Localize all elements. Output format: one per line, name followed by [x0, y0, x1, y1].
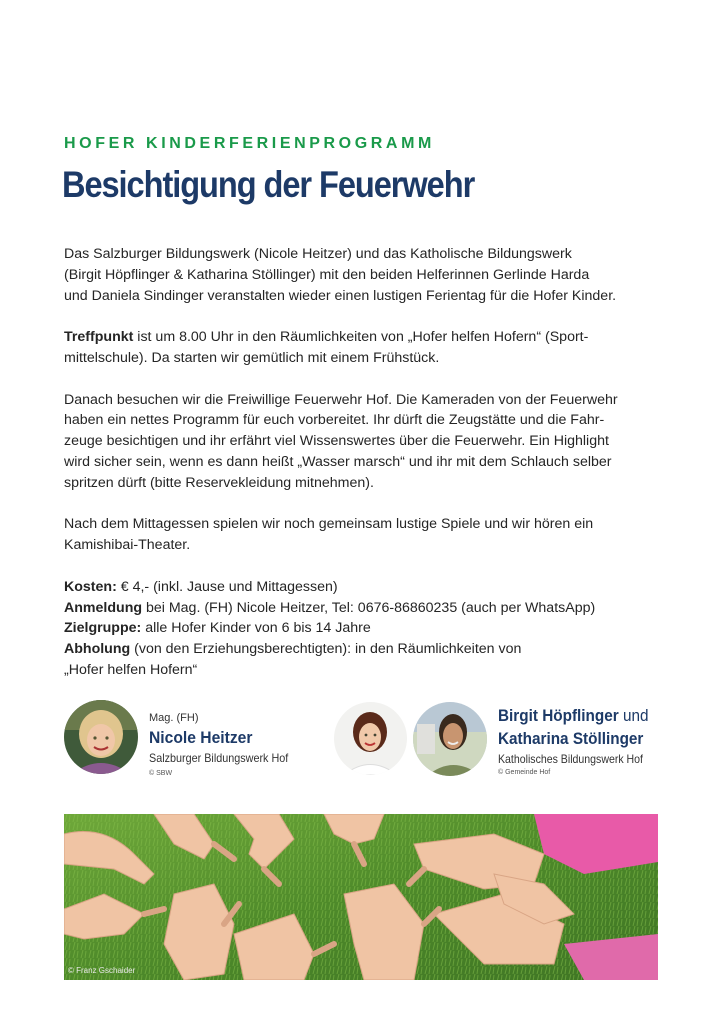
body-text: [64, 244, 664, 702]
registration-line: [64, 598, 664, 619]
cost-label: Kosten:: [64, 578, 117, 595]
contact-right-credit: © Gemeinde Hof: [498, 769, 551, 776]
visit-line: wird sicher sein, wenn es dann heißt „Wasser marsch“ und ihr mit dem Schlauch selber: [64, 453, 612, 470]
meeting-text: ist um 8.00 Uhr in den Räumlichkeiten von „Hofer helfen Hofern“ (Sport-: [133, 329, 589, 346]
avatar-birgit-hoepflinger: [334, 702, 407, 775]
contact-right-name1: Birgit Höpflinger: [498, 706, 619, 725]
contact-left-credit: © SBW: [149, 770, 173, 777]
meeting-line: mittelschule). Da starten wir gemütlich mit einem Frühstück.: [64, 349, 440, 366]
facts-block: [64, 577, 664, 681]
audience-label: Zielgruppe:: [64, 620, 142, 637]
cost-line: [64, 577, 664, 598]
pickup-label: Abholung: [64, 641, 131, 658]
pickup-value: (von den Erziehungsberechtigten): in den Räumlichkeiten von: [130, 641, 522, 658]
meeting-line: [64, 327, 664, 348]
visit-line: haben ein nettes Programm für euch vorbereitet. Ihr dürft die Zeugstätte und die Fahr-: [64, 412, 605, 429]
hands-on-grass-photo: [64, 814, 658, 980]
contact-right-connector: und: [618, 706, 649, 725]
visit-line: zeuge besichtigen und ihr erfährt viel Wissenswertes über die Feuerwehr. Ein Highlight: [64, 433, 609, 450]
pickup-line-2: „Hofer helfen Hofern“: [64, 661, 198, 678]
cost-value: € 4,- (inkl. Jause und Mittagessen): [116, 578, 338, 595]
registration-value: bei Mag. (FH) Nicole Heitzer, Tel: 0676-86860235 (auch per WhatsApp): [142, 599, 596, 616]
afternoon-paragraph: [64, 514, 664, 556]
meeting-paragraph: [64, 327, 664, 369]
photo-credit: © Franz Gschaider: [68, 966, 136, 975]
contact-left-prefix: Mag. (FH): [149, 712, 199, 724]
intro-paragraph: [64, 244, 664, 306]
contact-right-org: Katholisches Bildungswerk Hof: [498, 752, 643, 766]
afternoon-line: Nach dem Mittagessen spielen wir noch gemeinsam lustige Spiele und wir hören ein: [64, 516, 594, 533]
registration-label: Anmeldung: [64, 599, 143, 616]
afternoon-line: Kamishibai-Theater.: [64, 537, 191, 554]
contact-left-name: Nicole Heitzer: [149, 728, 253, 747]
meeting-label: Treffpunkt: [64, 329, 134, 346]
audience-value: alle Hofer Kinder von 6 bis 14 Jahre: [141, 620, 371, 637]
contact-left-org: Salzburger Bildungswerk Hof: [149, 751, 289, 765]
audience-line: [64, 618, 664, 639]
intro-line: Das Salzburger Bildungswerk (Nicole Heitzer) und das Katholische Bildungswerk: [64, 246, 572, 262]
visit-paragraph: [64, 390, 664, 494]
intro-line: (Birgit Höpflinger & Katharina Stöllinger) mit den beiden Helferinnen Gerlinde Harda: [64, 266, 590, 283]
intro-line: und Daniela Sindinger veranstalten wieder einen lustigen Ferientag für die Hofer Kinder.: [64, 287, 617, 304]
visit-line: Danach besuchen wir die Freiwillige Feuerwehr Hof. Die Kameraden von der Feuerwehr: [64, 391, 618, 408]
pickup-line: [64, 639, 664, 660]
kicker-heading: HOFER KINDERFERIENPROGRAMM: [64, 135, 435, 152]
visit-line: spritzen dürft (bitte Reservekleidung mitnehmen).: [64, 474, 374, 491]
page-title: Besichtigung der Feuerwehr: [62, 164, 475, 205]
contact-right-heading: [498, 706, 648, 726]
avatar-katharina-stoellinger: [413, 702, 487, 776]
avatar-nicole-heitzer: [64, 700, 138, 774]
contact-right-name2: Katharina Stöllinger: [498, 729, 644, 748]
